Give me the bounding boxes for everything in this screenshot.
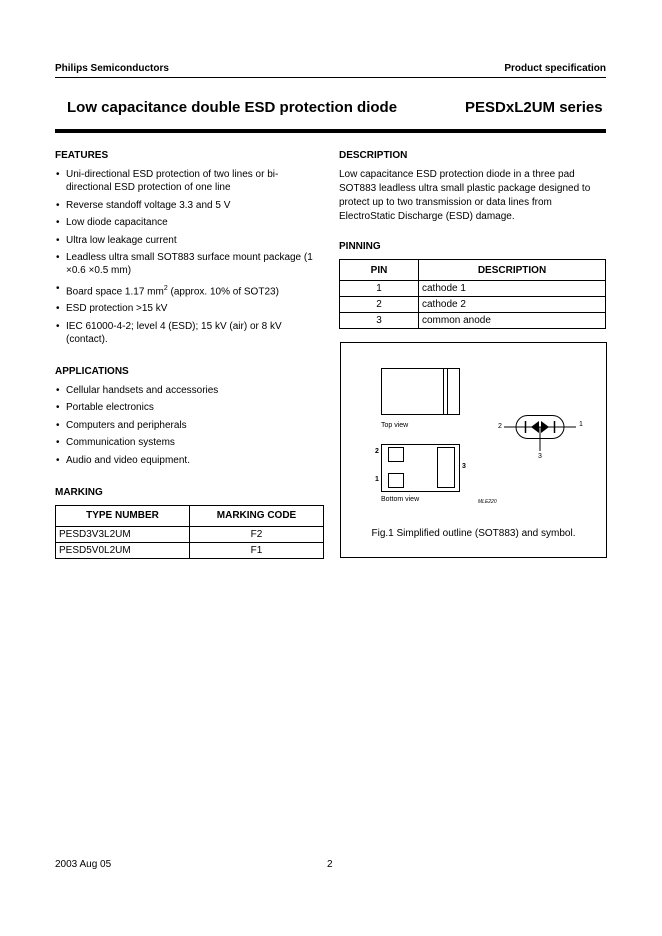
list-item: • Communication systems: [55, 436, 325, 449]
header-rule: [55, 77, 606, 78]
page-number: 2: [327, 859, 333, 870]
list-item: • Audio and video equipment.: [55, 454, 325, 467]
pad-2: [389, 448, 404, 462]
bottom-view-package: [382, 445, 460, 492]
list-item: • Cellular handsets and accessories: [55, 384, 325, 397]
marking-heading: MARKING: [55, 486, 103, 498]
symbol-pin-label: 3: [538, 453, 542, 460]
left-column: [55, 150, 325, 559]
table-row: [56, 542, 324, 558]
description-heading: DESCRIPTION: [339, 150, 408, 161]
table-cell: PESD5V0L2UM: [56, 542, 190, 558]
document-type: Product specification: [504, 63, 606, 74]
pad-3: [438, 448, 455, 488]
company-name: Philips Semiconductors: [55, 63, 169, 74]
list-item: • IEC 61000-4-2; level 4 (ESD); 15 kV (air) or 8 kV (contact).: [55, 320, 291, 346]
marking-table: [55, 505, 324, 559]
table-row: [340, 297, 606, 313]
table-row: [56, 526, 324, 542]
table-cell: 3: [340, 313, 419, 329]
pad-label: 2: [375, 448, 379, 455]
title-rule: [55, 129, 606, 133]
list-item: • Computers and peripherals: [55, 419, 325, 432]
package-outline-drawing: [341, 343, 606, 557]
features-heading: FEATURES: [55, 150, 109, 161]
page-title: Low capacitance double ESD protection diode: [67, 99, 398, 116]
list-item: • Leadless ultra small SOT883 surface mount package (1 ×0.6 ×0.5 mm): [55, 251, 326, 277]
diode-right-triangle: [541, 421, 549, 433]
pad-label: 1: [375, 476, 379, 483]
list-item: • Low diode capacitance: [55, 216, 325, 229]
pinning-heading: PINNING: [339, 241, 381, 252]
series-title: PESDxL2UM series: [465, 99, 603, 116]
figure-caption: Fig.1 Simplified outline (SOT883) and symbol.: [371, 528, 576, 539]
table-cell: 1: [340, 281, 419, 297]
diode-left-triangle: [531, 421, 539, 433]
symbol-pin-label: 1: [579, 421, 583, 428]
list-item: • Board space 1.17 $mm^2$ (approx. 10% of SOT23): [55, 282, 325, 298]
column-header: TYPE NUMBER: [56, 505, 190, 526]
column-header: PIN: [340, 260, 419, 281]
table-cell: PESD3V3L2UM: [56, 526, 190, 542]
table-row: [340, 281, 606, 297]
description-text: Low capacitance ESD protection diode in a three pad SOT883 leadless ultra small plastic package designed to protect up to two transmission or data lines from ElectroStatic Discharge (ESD) damage.: [339, 169, 591, 222]
symbol-pin-label: 2: [498, 423, 502, 430]
list-item: • ESD protection >15 kV: [55, 302, 325, 315]
column-header: MARKING CODE: [190, 505, 324, 526]
applications-heading: APPLICATIONS: [55, 365, 129, 377]
top-view-label: Top view: [381, 422, 409, 429]
table-cell: cathode 1: [419, 281, 606, 297]
column-header: DESCRIPTION: [419, 260, 606, 281]
table-cell: 2: [340, 297, 419, 313]
table-cell: cathode 2: [419, 297, 606, 313]
pad-label: 3: [462, 463, 466, 470]
list-item: • Portable electronics: [55, 401, 325, 414]
features-list: [55, 168, 325, 346]
list-item: • Uni-directional ESD protection of two lines or bi-directional ESD protection of one line: [55, 168, 291, 194]
figure-code: MLE220: [478, 499, 497, 505]
table-header-row: [340, 260, 606, 281]
table-cell: F1: [190, 542, 324, 558]
table-row: [340, 313, 606, 329]
figure-box: [340, 342, 607, 558]
list-item: • Reverse standoff voltage 3.3 and 5 V: [55, 199, 325, 212]
bottom-view-label: Bottom view: [381, 496, 420, 503]
table-cell: F2: [190, 526, 324, 542]
table-cell: common anode: [419, 313, 606, 329]
pad-1: [389, 474, 404, 488]
footer-date: 2003 Aug 05: [55, 859, 112, 870]
pinning-table: [339, 259, 606, 329]
table-header-row: [56, 505, 324, 526]
right-column: [339, 150, 607, 329]
applications-list: [55, 384, 325, 467]
list-item: • Ultra low leakage current: [55, 234, 325, 247]
